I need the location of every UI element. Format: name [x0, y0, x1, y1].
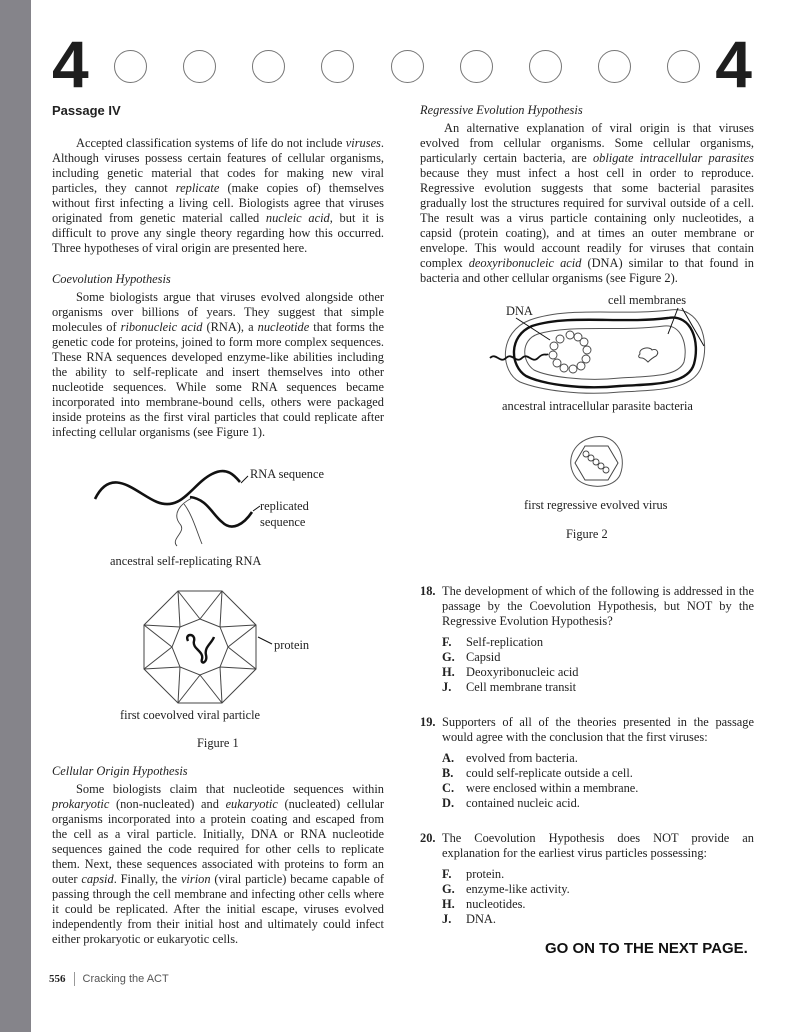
svg-text:first regressive evolved virus: first regressive evolved virus [524, 498, 668, 512]
answer-choice[interactable] [442, 665, 754, 680]
figure-1-diagram [52, 454, 384, 754]
svg-text:RNA sequence: RNA sequence [250, 467, 324, 481]
answer-choice[interactable] [442, 680, 754, 695]
question-20 [420, 831, 754, 927]
cellular-origin-paragraph: Some biologists claim that nucleotide sequences within prokaryotic (non-nucleated) and eukaryotic (nucleated) cellular organisms incorporated into a protein coating and escaped from the cell as a viral particle. Initially, DNA or RNA nucleotide sequences gained the code required for other cells to replicate them. Next, these sequences associated with proteins to form an outer capsid. Finally, the virion (viral particle) became capable of passing through the cell membrane and infecting other cells where it could be replicated. After the initial escape, viruses evolved independently from their initial host and ultimately could infect either prokaryotic or eukaryotic cells. [52, 782, 384, 946]
question-number: 20. [420, 831, 436, 845]
choice-letter: F. [442, 867, 452, 881]
answer-choice[interactable] [442, 635, 754, 650]
choice-text: DNA. [466, 912, 496, 926]
svg-text:first coevolved viral particle: first coevolved viral particle [120, 708, 261, 722]
section-number-left: 4 [52, 27, 89, 101]
question-stem: Supporters of all of the theories presented in the passage would agree with the conclusion that the first viruses: [442, 715, 754, 744]
choice-letter: G. [442, 882, 455, 896]
choice-text: contained nucleic acid. [466, 796, 580, 810]
right-column [420, 103, 754, 947]
header-dot-icon [114, 50, 147, 83]
answer-choice[interactable] [442, 766, 754, 781]
choice-letter: J. [442, 680, 452, 694]
section-header [52, 27, 752, 101]
header-dot-icon [391, 50, 424, 83]
choice-letter: D. [442, 796, 455, 810]
go-on-notice: GO ON TO THE NEXT PAGE. [545, 940, 748, 957]
answer-choice[interactable] [442, 912, 754, 927]
answer-choice[interactable] [442, 882, 754, 897]
choice-text: nucleotides. [466, 897, 526, 911]
svg-text:ancestral self-replicating RNA: ancestral self-replicating RNA [110, 554, 262, 568]
choice-text: Capsid [466, 650, 501, 664]
svg-text:ancestral intracellular parasi: ancestral intracellular parasite bacteria [502, 399, 693, 413]
question-18 [420, 584, 754, 695]
regressive-heading: Regressive Evolution Hypothesis [420, 103, 583, 117]
header-dot-icon [321, 50, 354, 83]
choice-letter: H. [442, 897, 455, 911]
question-number: 19. [420, 715, 436, 729]
choice-text: Cell membrane transit [466, 680, 577, 694]
passage-title: Passage IV [52, 103, 121, 118]
choice-letter: F. [442, 635, 452, 649]
svg-text:sequence: sequence [260, 515, 306, 529]
footer-divider [74, 972, 75, 986]
choice-text: enzyme-like activity. [466, 882, 570, 896]
choice-text: could self-replicate outside a cell. [466, 766, 633, 780]
choice-text: protein. [466, 867, 505, 881]
intro-paragraph: Accepted classification systems of life do not include viruses. Although viruses possess certain features of cellular organisms, including genetic material that codes for making new viral particles, they cannot replicate (make copies of) themselves without first infecting a living cell. Biologists agree that viruses originated from genetic material called nucleic acid, but it is difficult to prove any single theory regarding how this occurred. Three hypotheses of viral origin are presented here. [52, 136, 384, 255]
svg-text:cell membranes: cell membranes [608, 293, 687, 307]
choice-letter: H. [442, 665, 455, 679]
choice-text: evolved from bacteria. [466, 751, 578, 765]
page-edge-bar [0, 0, 31, 1032]
coevolution-paragraph: Some biologists argue that viruses evolved alongside other organisms over billions of years. They suggest that simple molecules of ribonucleic acid (RNA), a nucleotide that forms the genetic code for proteins, joined to form more complex sequences. These RNA sequences developed enzyme-like abilities including the ability to self-replicate and insert themselves into other nucleotide sequences. While some RNA sequences became incorporated into membrane-bound cells, others were packaged inside proteins as the first viral particles that could replicate after infecting cellular organisms (see Figure 1). [52, 290, 384, 439]
choice-letter: G. [442, 650, 455, 664]
svg-text:DNA: DNA [506, 304, 533, 318]
svg-text:protein: protein [274, 638, 310, 652]
question-stem: The development of which of the following is addressed in the passage by the Coevolution Hypothesis, but NOT by the Regressive Evolution Hypothesis? [442, 584, 754, 628]
header-dot-icon [460, 50, 493, 83]
cellular-origin-heading: Cellular Origin Hypothesis [52, 764, 188, 778]
header-dot-icon [667, 50, 700, 83]
question-19 [420, 715, 754, 811]
header-dot-icon [598, 50, 631, 83]
answer-choice[interactable] [442, 751, 754, 766]
header-dots [114, 50, 700, 83]
answer-choice[interactable] [442, 897, 754, 912]
svg-text:Figure 1: Figure 1 [197, 736, 239, 750]
svg-text:Figure 2: Figure 2 [566, 527, 608, 541]
section-number-right: 4 [715, 27, 752, 101]
figure-2-diagram [420, 290, 754, 548]
coevolution-heading: Coevolution Hypothesis [52, 272, 171, 286]
left-column [52, 103, 384, 947]
question-list [420, 584, 754, 927]
answer-choice[interactable] [442, 650, 754, 665]
answer-choice[interactable] [442, 867, 754, 882]
choice-text: were enclosed within a membrane. [466, 781, 639, 795]
header-dot-icon [529, 50, 562, 83]
choice-letter: C. [442, 781, 455, 795]
choice-letter: A. [442, 751, 455, 765]
question-number: 18. [420, 584, 436, 598]
choice-text: Deoxyribonucleic acid [466, 665, 579, 679]
choice-text: Self-replication [466, 635, 544, 649]
regressive-paragraph: An alternative explanation of viral origin is that viruses evolved from cellular organisms. Some cellular organisms, particularly certain bacteria, are obligate intracellular parasites because they must infect a host cell in order to reproduce. Regressive evolution suggests that some bacterial parasites gradually lost the structures required for survival outside of a cell. The result was a virus particle containing only nucleotides, a capsid (protein coating), and at times an outer membrane or envelope. This would account readily for viruses that contain complex deoxyribonucleic acid (DNA) similar to that found in bacteria and other cellular organisms (see Figure 2). [420, 121, 754, 285]
header-dot-icon [183, 50, 216, 83]
svg-text:replicated: replicated [260, 499, 309, 513]
book-title: Cracking the ACT [82, 973, 169, 985]
page-number: 556 [49, 973, 66, 985]
page-footer [49, 972, 169, 986]
question-stem: The Coevolution Hypothesis does NOT provide an explanation for the earliest virus particles possessing: [442, 831, 754, 860]
header-dot-icon [252, 50, 285, 83]
answer-choice[interactable] [442, 796, 754, 811]
answer-choice[interactable] [442, 781, 754, 796]
choice-letter: B. [442, 766, 454, 780]
figure-1 [52, 454, 384, 754]
choice-letter: J. [442, 912, 452, 926]
figure-2 [420, 290, 754, 548]
